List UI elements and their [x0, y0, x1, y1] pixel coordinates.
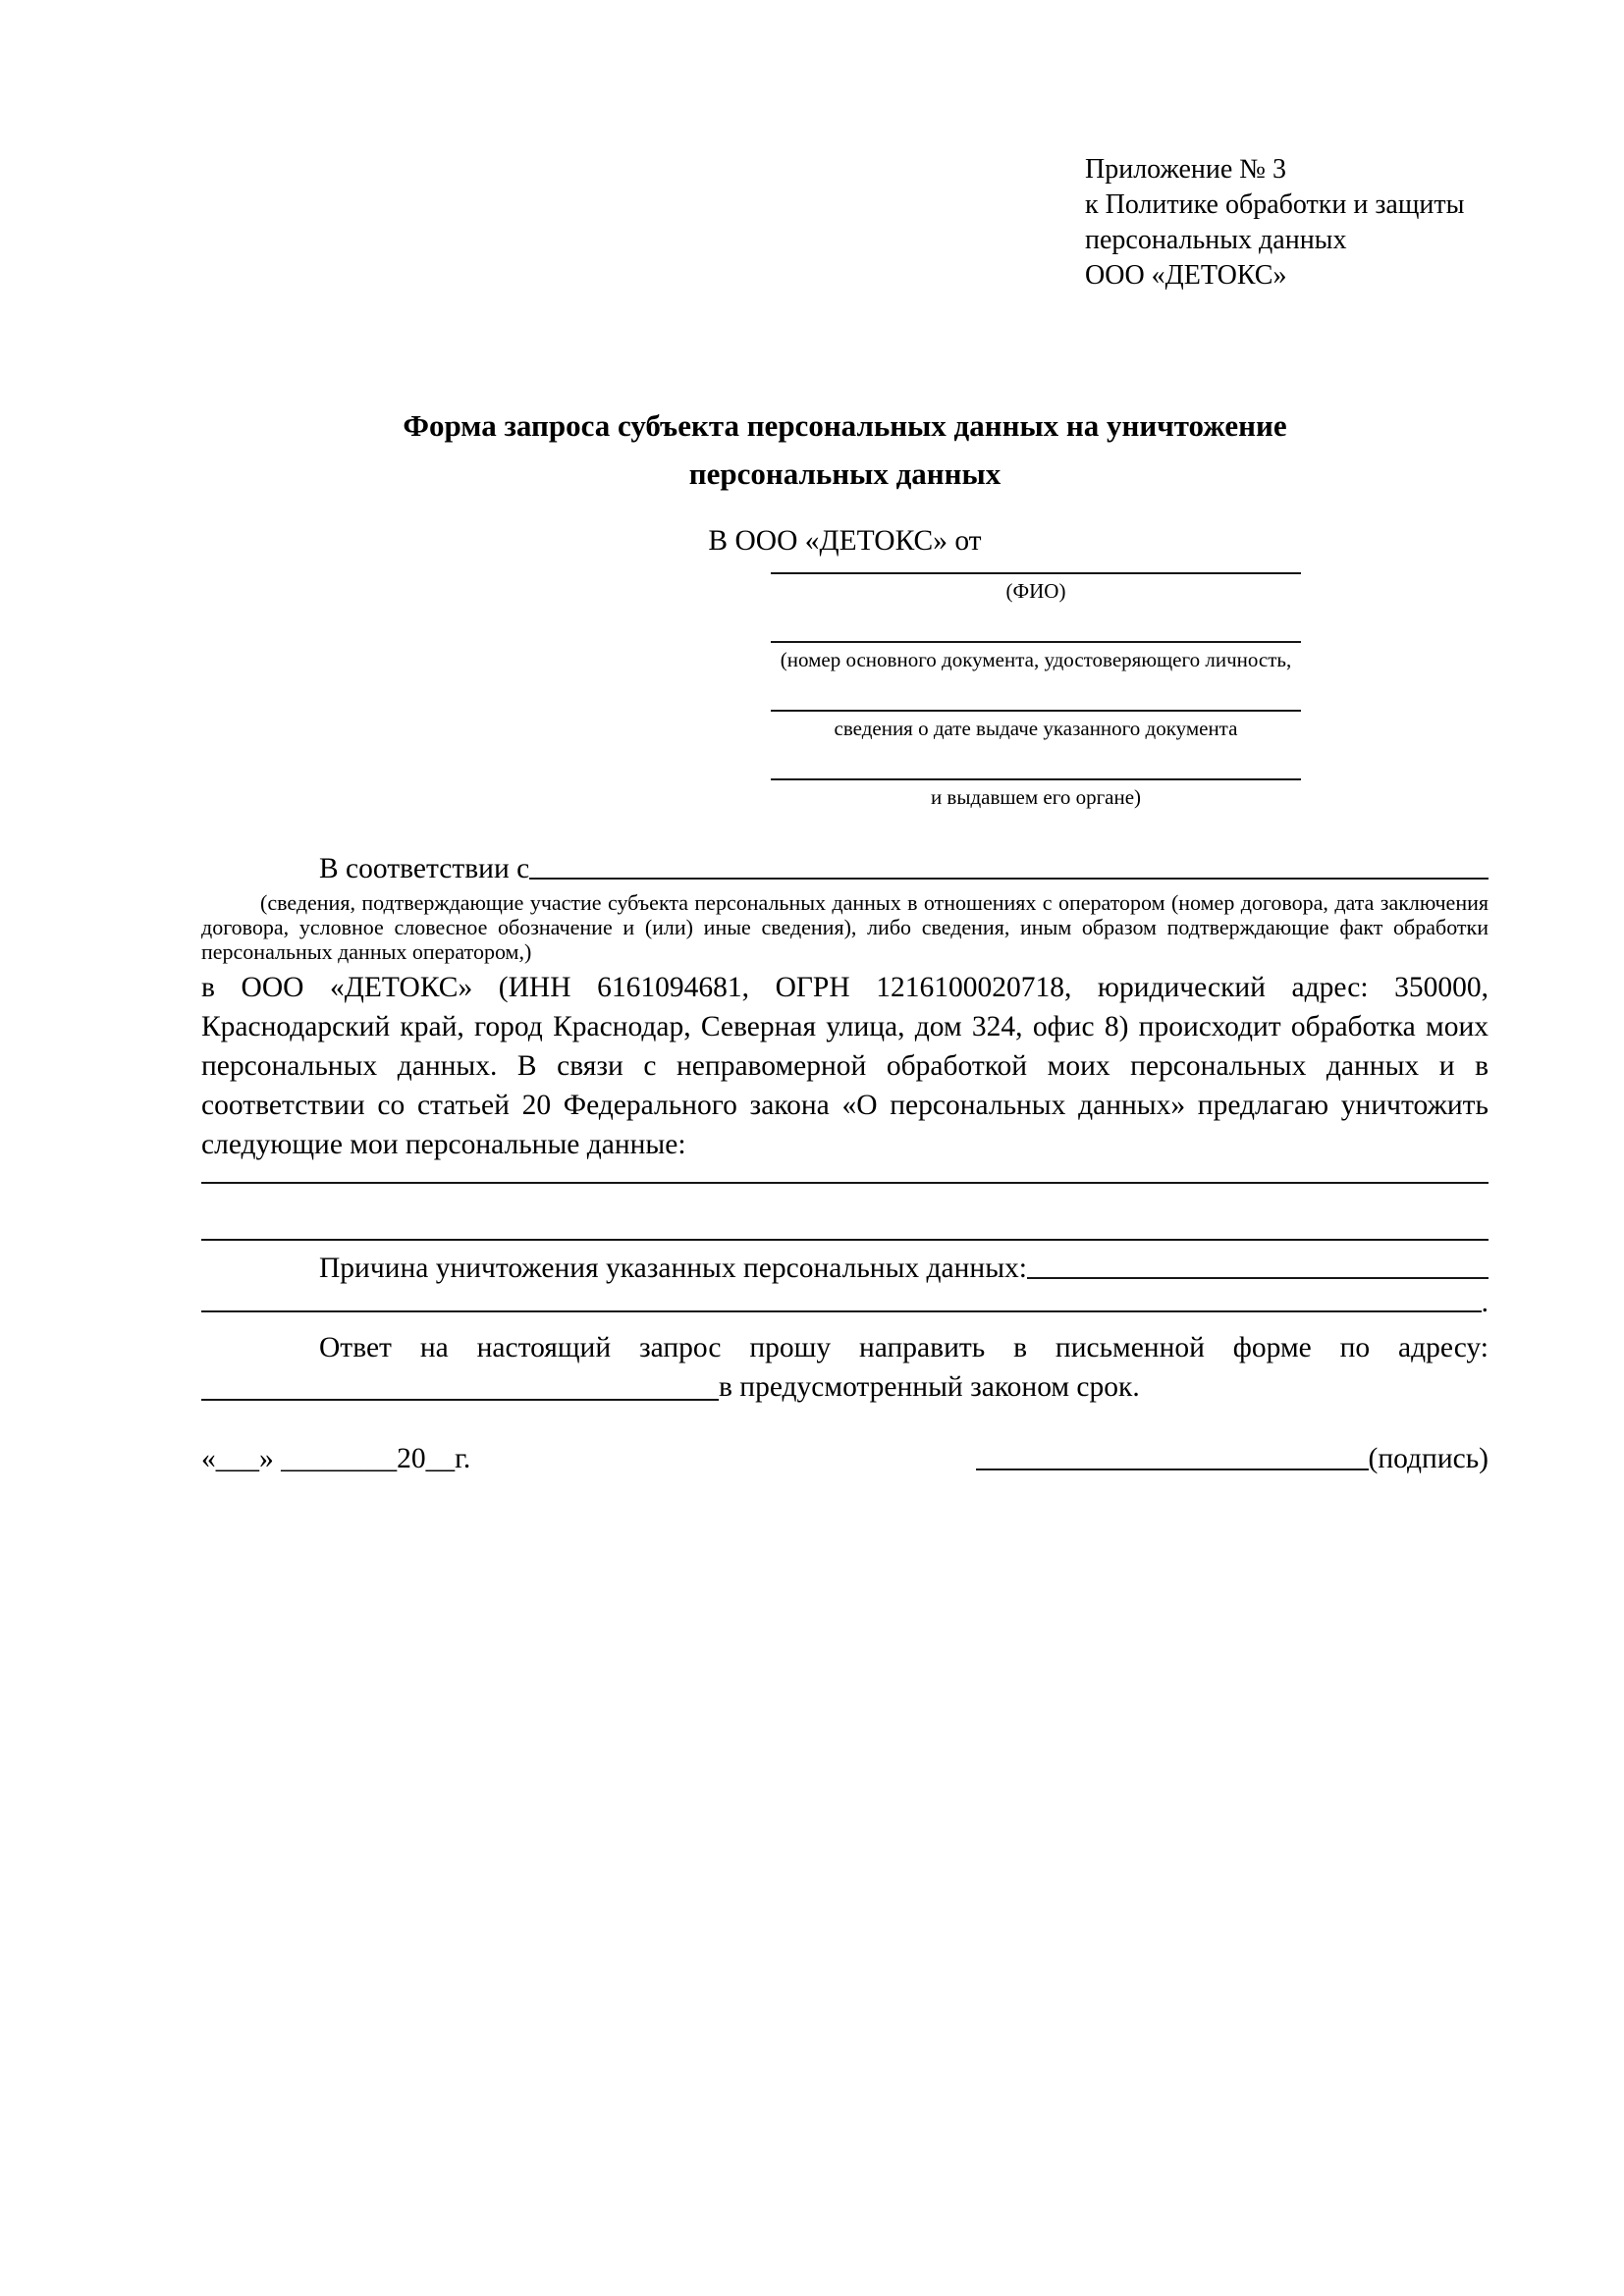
appendix-header [1085, 152, 1489, 294]
reason-input-line[interactable] [1027, 1277, 1489, 1279]
document-title: Форма запроса субъекта персональных данных на уничтожение персональных данных [403, 408, 1287, 491]
signature-row [201, 1442, 1489, 1475]
address-input-line[interactable] [201, 1399, 719, 1401]
accordance-input-line[interactable] [529, 878, 1489, 880]
appendix-header-line-2: к Политике обработки и защиты [1085, 189, 1465, 220]
issue-date-caption: сведения о дате выдаче указанного документа [834, 717, 1238, 740]
reason-continuation-row [201, 1288, 1489, 1317]
document-number-field [771, 641, 1301, 672]
signature-input-line[interactable] [976, 1468, 1369, 1470]
identity-fields [771, 572, 1301, 810]
reason-label: Причина уничтожения указанных персональных данных: [319, 1253, 1027, 1284]
appendix-header-line-3: персональных данных [1085, 225, 1347, 255]
response-closing: в предусмотренный законом срок. [719, 1371, 1140, 1403]
personal-data-input-line-2[interactable] [201, 1239, 1489, 1241]
accordance-note: (сведения, подтверждающие участие субъекта персональных данных в отношениях с оператором (номер договора, дата заключения договора, условное словесное обозначение и (или) иные сведения), либо сведения, иным образом подтверждающие факт обработки персональных данных оператором,) [201, 890, 1489, 964]
request-paragraph: в ООО «ДЕТОКС» (ИНН 6161094681, ОГРН 1216100020718, юридический адрес: 350000, Краснодарский край, город Краснодар, Северная улица, дом 324, офис 8) происходит обработка моих персональных данных. В связи с неправомерной обработкой моих персональных данных и в соответствии со статьей 20 Федерального закона «О персональных данных» предлагаю уничтожить следующие мои персональные данные: [201, 972, 1489, 1160]
fio-caption: (ФИО) [1005, 579, 1066, 603]
line-terminator: . [1481, 1287, 1489, 1318]
accordance-row [201, 853, 1489, 884]
issue-date-field [771, 710, 1301, 741]
personal-data-input-line-1[interactable] [201, 1182, 1489, 1184]
issuing-authority-field [771, 778, 1301, 810]
signature-group [976, 1442, 1489, 1475]
addressee-line: В ООО «ДЕТОКС» от [708, 525, 982, 557]
appendix-header-line-1: Приложение № 3 [1085, 154, 1286, 185]
fio-field [771, 572, 1301, 604]
date-blank-field[interactable]: «___» ________20__г. [201, 1443, 471, 1474]
document-number-caption: (номер основного документа, удостоверяющего личность, [780, 648, 1292, 671]
reason-input-line-2[interactable] [201, 1310, 1482, 1312]
address-row [201, 1367, 1489, 1407]
appendix-header-line-4: ООО «ДЕТОКС» [1085, 260, 1287, 291]
accordance-label: В соответствии с [319, 853, 530, 884]
reason-row [201, 1253, 1489, 1284]
response-sentence: Ответ на настоящий запрос прошу направить в письменной форме по адресу: [319, 1332, 1489, 1363]
signature-caption: (подпись) [1368, 1443, 1489, 1474]
issuing-authority-caption: и выдавшем его органе) [930, 785, 1142, 809]
